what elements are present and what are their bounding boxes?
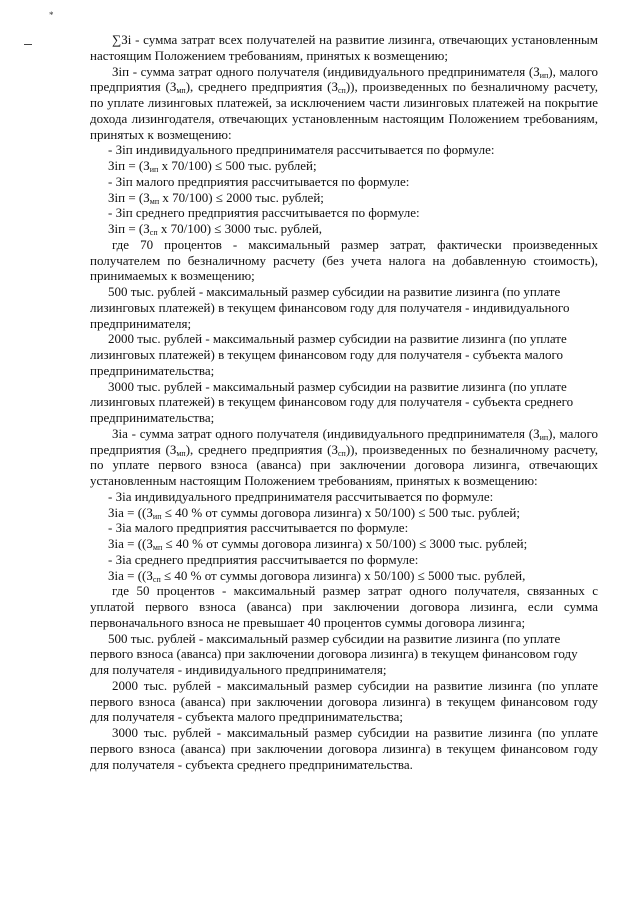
text-segment: ), малого предприятия (З: [90, 63, 598, 95]
text-segment: ≤ 40 % от суммы договора лизинга) х 50/100) ≤ 3000 тыс. рублей;: [162, 536, 528, 551]
margin-dash: [24, 44, 32, 45]
formula-line: [90, 552, 598, 568]
subscript: мп: [176, 448, 186, 458]
paragraph: [90, 331, 598, 378]
page-mark: *: [49, 10, 54, 20]
text-segment: х 70/100) ≤ 2000 тыс. рублей;: [159, 189, 324, 205]
subscript: мп: [176, 86, 186, 96]
text-segment: - Зіа индивидуального предпринимателя рассчитывается по формуле:: [108, 488, 494, 504]
text-segment: ), среднего предприятия (З: [185, 441, 338, 457]
text-segment: ), среднего предприятия (З: [185, 79, 338, 95]
formula-line: [90, 158, 598, 174]
text-segment: Зіа = ((З: [108, 504, 153, 520]
subscript: ип: [539, 70, 549, 80]
subscript: сп: [337, 86, 346, 96]
text-segment: Зіп = (З: [108, 221, 150, 236]
paragraph: [90, 237, 598, 284]
document-body: [90, 32, 598, 772]
subscript: сп: [337, 448, 346, 458]
text-segment: - Зіп малого предприятия рассчитывается по формуле:: [108, 173, 410, 189]
formula-line: [90, 174, 598, 190]
subscript: ип: [539, 432, 549, 442]
formula-line: [90, 190, 598, 206]
text-segment: 2000 тыс. рублей - максимальный размер субсидии на развитие лизинга (по уплате первого взноса (аванса) при заключении договора лизинга) в текущем финансовом году для получателя - субъекта малого предпринимательства;: [90, 677, 598, 725]
text-segment: х 70/100) ≤ 500 тыс. рублей;: [158, 158, 317, 173]
subscript: сп: [152, 574, 161, 584]
formula-line: [90, 142, 598, 158]
subscript: мп: [152, 543, 163, 552]
text-segment: - Зіа среднего предприятия рассчитывается по формуле:: [108, 551, 419, 567]
text-segment: - Зіп индивидуального предпринимателя рассчитывается по формуле:: [108, 142, 495, 158]
paragraph: [90, 631, 598, 678]
text-segment: ≤ 40 % от суммы договора лизинга) х 50/100) ≤ 5000 тыс. рублей,: [160, 567, 526, 583]
text-segment: Зіп = (З: [108, 189, 150, 205]
text-segment: - Зіп среднего предприятия рассчитывается по формуле:: [108, 205, 420, 221]
text-segment: Зіа - сумма затрат одного получателя (индивидуального предпринимателя (З: [112, 425, 540, 441]
subscript: мп: [149, 196, 160, 206]
text-segment: ), малого предприятия (З: [90, 425, 598, 457]
text-segment: х 70/100) ≤ 3000 тыс. рублей,: [157, 221, 323, 236]
formula-line: [90, 221, 598, 237]
paragraph: [90, 64, 598, 143]
paragraph: [90, 426, 598, 489]
text-segment: 500 тыс. рублей - максимальный размер субсидии на развитие лизинга (по уплате лизинговых платежей) в текущем финансовом году для получателя - индивидуального предпринимателя;: [90, 284, 570, 331]
text-segment: Зіа = ((З: [108, 536, 153, 551]
text-segment: ≤ 40 % от суммы договора лизинга) х 50/100) ≤ 500 тыс. рублей;: [161, 504, 520, 520]
subscript: сп: [149, 228, 158, 237]
formula-line: [90, 505, 598, 521]
text-segment: Зіп - сумма затрат одного получателя (индивидуального предпринимателя (З: [112, 63, 540, 79]
paragraph: [90, 583, 598, 630]
text-segment: 3000 тыс. рублей - максимальный размер субсидии на развитие лизинга (по уплате первого взноса (аванса) при заключении договора лизинга) в текущем финансовом году для получателя - субъекта среднего предпринимательства.: [90, 725, 598, 772]
paragraph: [90, 678, 598, 725]
text-segment: ∑Зі - сумма затрат всех получателей на развитие лизинга, отвечающих установленным настоящим Положением требованиям, принятых к возмещению;: [90, 32, 598, 63]
text-segment: )), произведенных по безналичному расчету, по уплате первого взноса (аванса) при заключении договора лизинга, отвечающих установленным настоящим Положением требованиям, принятых к возмещению:: [90, 441, 598, 488]
text-segment: 500 тыс. рублей - максимальный размер субсидии на развитие лизинга (по уплате первого взноса (аванса) при заключении договора лизинга) в текущем финансовом году для получателя - индивидуального предпринимателя;: [90, 630, 578, 677]
formula-line: [90, 205, 598, 221]
text-segment: Зіп = (З: [108, 158, 150, 173]
paragraph: [90, 379, 598, 426]
subscript: ип: [152, 511, 162, 521]
formula-line: [90, 536, 598, 552]
text-segment: где 50 процентов - максимальный размер затрат одного получателя, связанных с уплатой первого взноса (аванса) при заключении договора лизинга, если сумма первоначального взноса не превышает 40 процентов суммы договора лизинга;: [90, 583, 598, 630]
subscript: ип: [149, 165, 159, 174]
formula-line: [90, 520, 598, 536]
text-segment: 2000 тыс. рублей - максимальный размер субсидии на развитие лизинга (по уплате лизинговых платежей) в текущем финансовом году для получателя - субъекта малого предпринимательства;: [90, 331, 567, 378]
formula-line: [90, 489, 598, 505]
text-segment: - Зіа малого предприятия рассчитывается по формуле:: [108, 520, 409, 536]
formula-line: [90, 568, 598, 584]
paragraph: [90, 725, 598, 772]
text-segment: 3000 тыс. рублей - максимальный размер субсидии на развитие лизинга (по уплате лизинговых платежей) в текущем финансовом году для получателя - субъекта среднего предпринимательства;: [90, 378, 574, 425]
text-segment: Зіа = ((З: [108, 567, 153, 583]
paragraph: [90, 284, 598, 331]
paragraph: [90, 32, 598, 64]
text-segment: )), произведенных по безналичному расчету, по уплате лизинговых платежей, за исключением части лизинговых платежей на покрытие дохода лизингодателя, отвечающих установленным настоящим Положением требованиям, принятых к возмещению:: [90, 79, 598, 142]
text-segment: где 70 процентов - максимальный размер затрат, фактически произведенных получателем по безналичному расчету (без учета налога на добавленную стоимость), принимаемых к возмещению;: [90, 236, 598, 284]
